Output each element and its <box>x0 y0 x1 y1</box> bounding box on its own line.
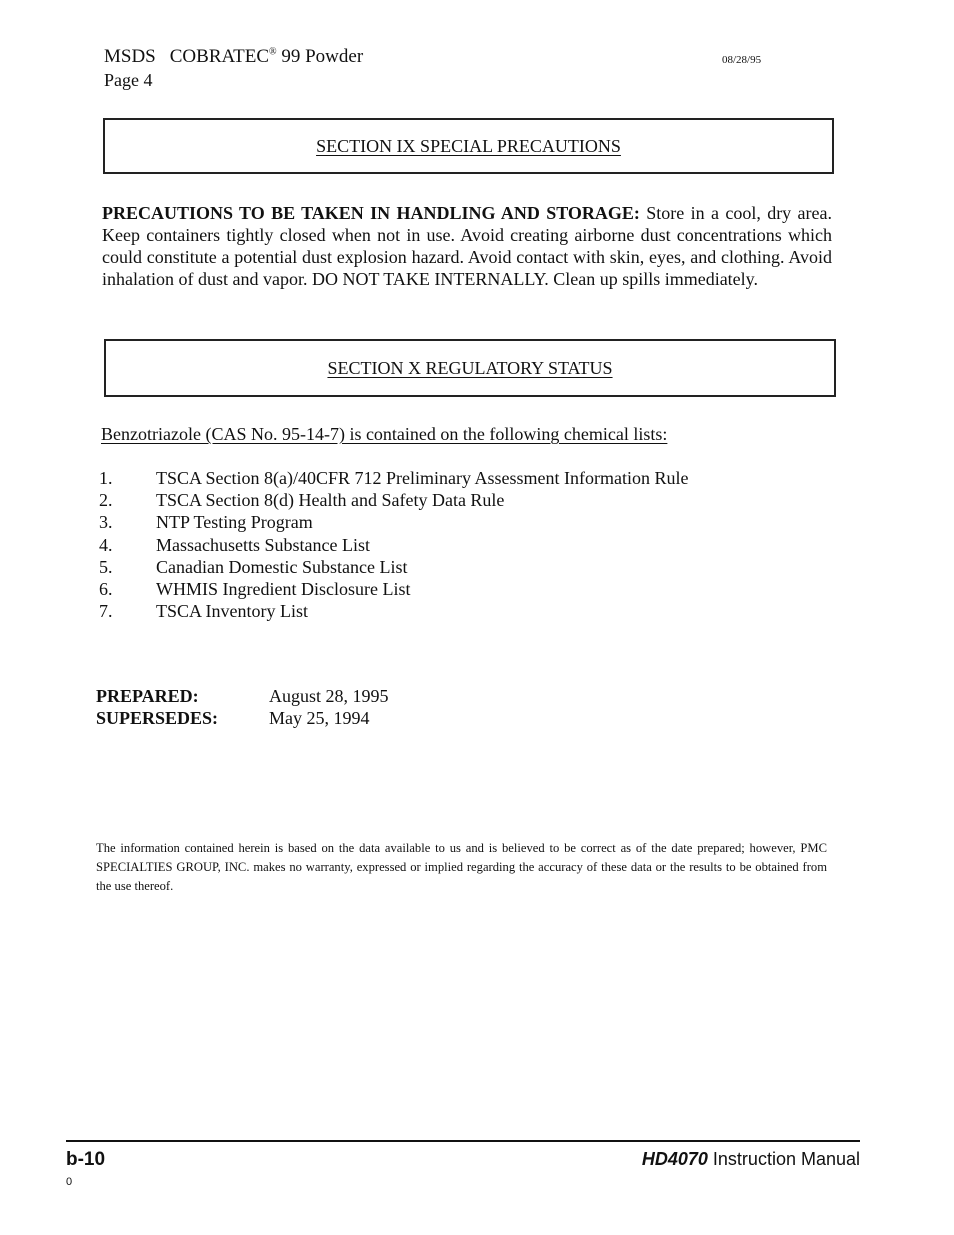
prepared-row <box>96 685 389 707</box>
footer-manual-title <box>642 1149 860 1170</box>
section-ix-heading: SECTION IX SPECIAL PRECAUTIONS <box>316 135 621 156</box>
footer-sub-number: 0 <box>66 1176 73 1188</box>
disclaimer: The information contained herein is based on the data available to us and is believed to be correct as of the date prepared; however, PMC SPECIALTIES GROUP, INC. makes no warranty, expressed or implied regarding the accuracy of these data or the results to be obtained from the use thereof. <box>96 841 827 893</box>
precautions-paragraph <box>102 202 832 290</box>
list-item: 3. NTP Testing Program <box>99 512 313 533</box>
section-x-heading: SECTION X REGULATORY STATUS <box>327 357 613 378</box>
supersedes-row <box>96 707 370 729</box>
doc-type: MSDS <box>104 46 156 67</box>
list-item: 5. Canadian Domestic Substance List <box>99 556 408 577</box>
list-item: 4. Massachusetts Substance List <box>99 534 370 555</box>
precautions-lead: PRECAUTIONS TO BE TAKEN IN HANDLING AND STORAGE: <box>102 203 640 223</box>
manual-title: Instruction Manual <box>707 1149 860 1169</box>
supersedes-value: May 25, 1994 <box>269 708 370 728</box>
registered-mark: ® <box>269 46 277 58</box>
list-item: 2. TSCA Section 8(d) Health and Safety Data Rule <box>99 490 505 511</box>
list-item: 1. TSCA Section 8(a)/40CFR 712 Preliminary Assessment Information Rule <box>99 468 689 488</box>
footer-page-id: b-10 <box>66 1149 106 1170</box>
footer-divider <box>66 1140 860 1142</box>
document-header-title <box>104 46 363 68</box>
section-x-box <box>104 339 836 397</box>
precautions-body: Store in a cool, dry area. Keep containers tightly closed when not in use. Avoid creating airborne dust concentrations which could constitute a potential dust explosion hazard. Avoid contact with skin, eyes, and clothing. Avoid inhalation of dust and vapor. DO NOT TAKE INTERNALLY. Clean up spills immediately. <box>102 203 833 289</box>
chemical-lists <box>99 467 688 622</box>
list-item: 6. WHMIS Ingredient Disclosure List <box>99 578 411 599</box>
manual-model: HD4070 <box>641 1149 708 1169</box>
list-item: 7. TSCA Inventory List <box>99 601 308 622</box>
prepared-value: August 28, 1995 <box>269 686 389 706</box>
chemical-lists-intro: Benzotriazole (CAS No. 95-14-7) is contained on the following chemical lists: <box>101 424 668 444</box>
prepared-label: PREPARED: <box>96 686 199 706</box>
section-ix-box <box>103 118 834 174</box>
page-label: Page 4 <box>104 70 153 90</box>
product-name: COBRATEC® 99 Powder <box>169 46 364 67</box>
supersedes-label: SUPERSEDES: <box>96 708 219 728</box>
header-date: 08/28/95 <box>722 54 762 66</box>
